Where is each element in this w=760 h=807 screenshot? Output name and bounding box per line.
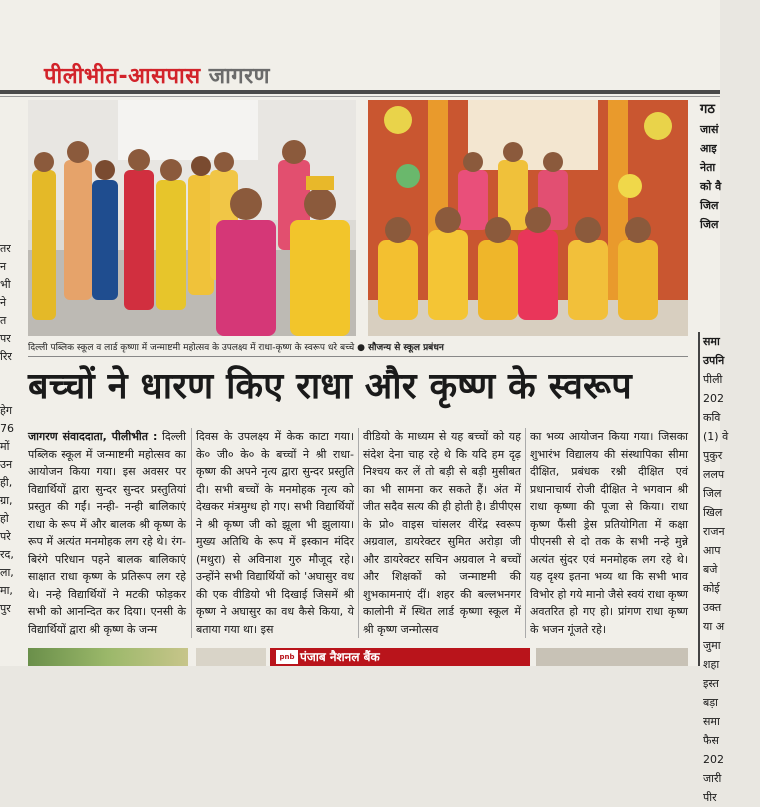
adjacent-text (700, 120, 740, 234)
notice-line: फैस (703, 734, 719, 747)
notice-line: बजे (703, 563, 718, 576)
adjacent-heading: गठ (700, 102, 715, 117)
notice-line: जुमा (703, 639, 721, 652)
caption-rule (28, 356, 688, 357)
left-line: ही, (0, 476, 13, 489)
notice-line: पुकुर (703, 449, 723, 462)
notice-line: कवि (703, 411, 721, 424)
adjacent-article-right (698, 100, 729, 804)
bottom-strip (536, 648, 688, 666)
section-title (44, 60, 270, 90)
notice-line: ललप (703, 468, 725, 481)
left-line: न (0, 260, 7, 273)
photo-lks-illustration (368, 100, 688, 336)
notice-line: समा (703, 335, 720, 348)
bottom-strip (196, 648, 266, 666)
notice-line: जारी (703, 772, 722, 785)
left-line: ग्रा, (0, 494, 13, 507)
adjacent-line: नेता (700, 161, 716, 174)
left-line: रद, (0, 548, 14, 561)
adjacent-line: जिल (700, 199, 719, 212)
left-line: रिर (0, 350, 12, 363)
notice-line: 202 (703, 392, 724, 405)
left-line: ला, (0, 566, 14, 579)
left-line: मा, (0, 584, 13, 597)
adjacent-line: को वै (700, 180, 722, 193)
notice-line: (1) वे (703, 430, 729, 443)
left-line: तर (0, 242, 11, 255)
section-name: पीलीभीत-आसपास (44, 64, 201, 89)
header-rule-thin (0, 96, 720, 97)
notice-line: समा (703, 715, 720, 728)
adjacent-notice-box (698, 332, 738, 804)
photo-lord-krishna-school (368, 100, 688, 336)
caption-credit: ● सौजन्य से स्कूल प्रबंधन (357, 343, 444, 353)
notice-line: उपनि (703, 354, 725, 367)
adjacent-line: जासं (700, 123, 719, 136)
article-column-4: का भव्य आयोजन किया गया। जिसका शुभारंभ विद्यालय की संस्थापिका सीमा दीक्षित, प्रबंधक रश्नी दीक्षित एवं प्रधानाचार्य रोजी दीक्षित ने भगवान श्री राधा कृष्णा की पूजा से किया। राधा कृष्ण फैंसी ड्रेस प्रतियोगिता में कक्षा पीएनसी से दो तक के सभी नन्हे मुन्ने अत्यंत सुंदर एवं मनमोहक लग रहे थे। यह दृश्य इतना भव्य था कि सभी भाव विभोर हो गये मानो जैसे स्वयं राधा कृष्ण अवतरित हो गए हो। प्रांगण राधा कृष्ण के भजन गूंजते रहे। (530, 430, 688, 636)
left-line: त (0, 314, 7, 327)
photo-dps-children (28, 100, 356, 336)
caption-text: दिल्ली पब्लिक स्कूल व लार्ड कृष्णा में जन्माष्टमी महोत्सव के उपलक्ष्य में राधा-कृष्ण के स्वरूप धरे बच्चे (28, 343, 355, 353)
left-line: हेग (0, 404, 13, 417)
article-byline: जागरण संवाददाता, पीलीभीत : (28, 430, 158, 443)
article-column-1-text: दिल्ली पब्लिक स्कूल में जन्माष्टमी महोत्सव का आयोजन किया गया। इस अवसर पर विद्यार्थियों द्वारा सुन्दर सुन्दर प्रस्तुतियां प्रस्तुत की गईं। नन्ही- नन्ही बालिकाएं राधा के रूप में और बालक श्री कृष्ण के रूप में अत्यंत मनमोहक लग रहे थे। रंग-बिरंगे परिधान पहने बालक बालिकाएं साक्षात राधा कृष्ण के प्रतिरूप लग रहे थे। नन्हे विद्यार्थियों ने मटकी फोड़कर सभी को आनन्दित कर दिया। एनसी के विद्यार्थियों द्वारा श्री कृष्ण के जन्म (28, 430, 186, 636)
header-rule (0, 90, 720, 94)
left-line: हो (0, 512, 9, 525)
photo-caption (28, 340, 688, 353)
left-line: परे (0, 530, 11, 543)
notice-line: जिल (703, 487, 722, 500)
notice-line: उक्त (703, 601, 722, 614)
notice-line: इस्त (703, 677, 719, 690)
column-rule (358, 428, 359, 638)
left-line (0, 384, 18, 402)
left-line: मों (0, 440, 10, 453)
notice-line: 202 (703, 753, 724, 766)
notice-line: या अ (703, 620, 725, 633)
column-rule (525, 428, 526, 638)
left-line: 76 (0, 422, 14, 435)
notice-line: आप (703, 544, 721, 557)
section-header (0, 54, 720, 92)
adjacent-article-left (0, 240, 18, 660)
notice-line: खिल (703, 506, 723, 519)
bank-advertisement: पंजाब नैशनल बैंक (270, 648, 530, 666)
left-line: भी (0, 278, 11, 291)
photo-dps-illustration (28, 100, 356, 336)
article-column-2: दिवस के उपलक्ष्य में केक काटा गया। के० जी० के० के बच्चों ने श्री राधा- कृष्ण की अपने नृत्य द्वारा सुन्दर प्रस्तुति दी। सभी बच्चों के मनमोहक नृत्य को देखकर मंत्रमुग्ध हो गए। सभी विद्यार्थियों ने श्री कृष्ण जी को झूला भी झुलाया। मुख्य अतिथि के रूप में इस्कान मंदिर (मथुरा) से अविनाश गुरु मौजूद रहे। उन्होंने सभी विद्यार्थियों को 'अघासुर वध की एक वीडियो भी दिखाई जिसमें श्री कृष्ण ने अघासुर का वध कैसे किया, ये बताया गया था। इस (196, 430, 354, 636)
article-column-3: वीडियो के माध्यम से यह बच्चों को यह संदेश देना चाह रहे थे कि यदि हम दृढ़ निश्चय कर लें तो बड़ी से बड़ी मुसीबत का भी सामना कर सकते हैं। अंत में जीत सदैव सत्य की ही होती है। डीपीएस के प्रो० वाइस चांसलर वीरेंद्र स्वरूप अग्रवाल, डायरेक्टर सुमित अरोड़ा जी और डायरेक्टर सचिन अग्रवाल ने बच्चों और शिक्षकों को जन्माष्टमी की शुभकामनाएं दीं। शहर की बल्लभनगर कालोनी में स्थित लार्ड कृष्णा स्कूल में श्री कृष्ण जन्मोत्सव (363, 430, 521, 636)
bottom-image-strip (28, 648, 188, 666)
adjacent-line: जिल (700, 218, 719, 231)
left-line: पुर (0, 602, 11, 615)
article-column-1 (28, 428, 186, 638)
left-line (0, 366, 18, 384)
column-rule (191, 428, 192, 638)
left-line: ने (0, 296, 7, 309)
article-headline: बच्चों ने धारण किए राधा और कृष्ण के स्वरूप (28, 366, 632, 407)
notice-line: पीर (703, 791, 717, 804)
notice-line: शहा (703, 658, 720, 671)
left-line: पर (0, 332, 11, 345)
notice-line: राजन (703, 525, 725, 538)
left-line: उन (0, 458, 13, 471)
notice-line: कोई (703, 582, 720, 595)
notice-line: पीली (703, 373, 723, 386)
brand-name: जागरण (208, 63, 271, 89)
pnb-logo-icon: pnb (276, 650, 298, 664)
adjacent-line: आइ (700, 142, 717, 155)
notice-line: बड़ा (703, 696, 719, 709)
